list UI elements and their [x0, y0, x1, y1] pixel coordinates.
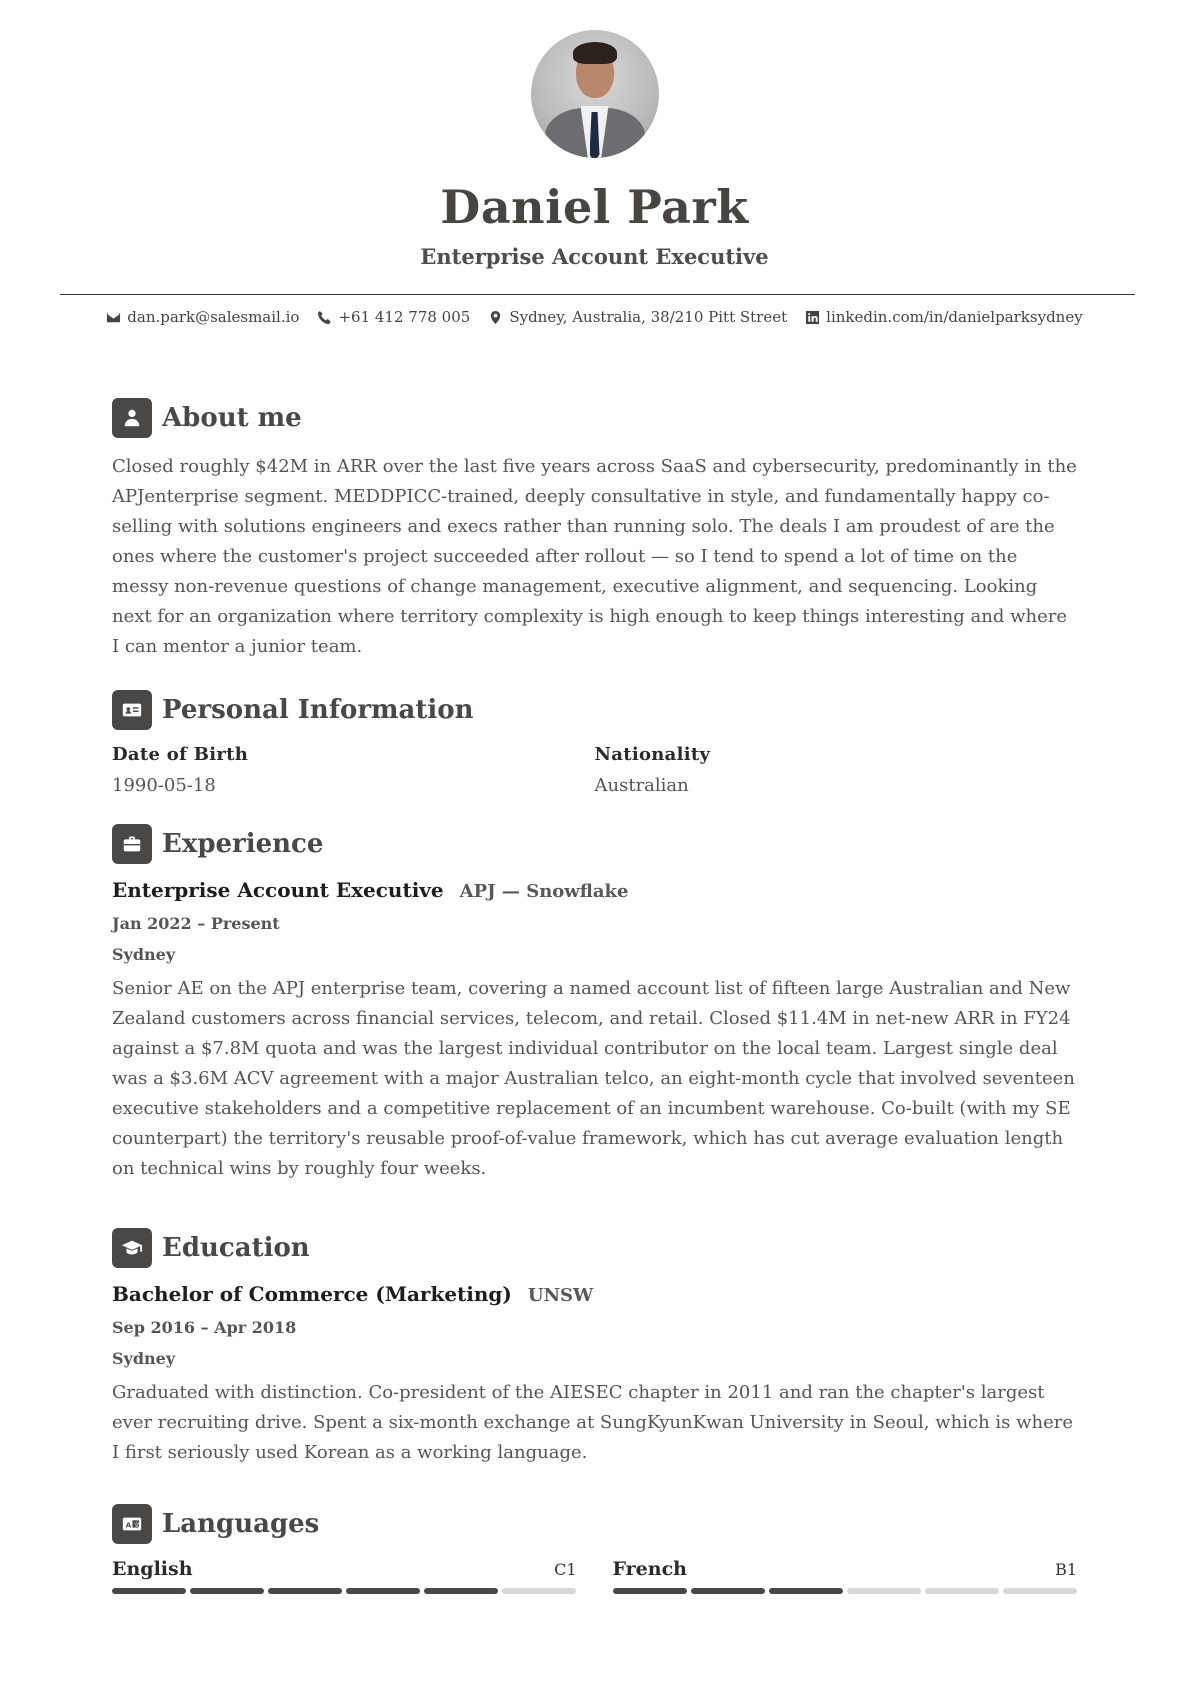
- linkedin-icon: [805, 310, 820, 325]
- location-pin-icon: [488, 310, 503, 325]
- job-location: Sydney: [112, 945, 176, 964]
- contact-phone-text: +61 412 778 005: [338, 308, 471, 326]
- briefcase-icon: [112, 824, 152, 864]
- candidate-role: Enterprise Account Executive: [420, 244, 769, 269]
- dob-value: 1990-05-18: [112, 775, 216, 796]
- contact-linkedin-text: linkedin.com/in/danielparksydney: [826, 308, 1083, 326]
- language-level: C1: [554, 1560, 577, 1579]
- about-title: About me: [162, 403, 302, 433]
- personal-info-title: Personal Information: [162, 695, 474, 725]
- dob-label: Date of Birth: [112, 744, 249, 765]
- contact-address: [488, 308, 787, 326]
- contact-email-text: dan.park@salesmail.io: [127, 308, 300, 326]
- experience-section: [112, 824, 1077, 1184]
- job-title: Enterprise Account Executive: [112, 878, 444, 902]
- proficiency-segment: [691, 1588, 765, 1594]
- language-item: [613, 1558, 1078, 1594]
- about-text: Closed roughly $42M in ARR over the last five years across SaaS and cybersecurity, predominantly in the APJenterprise segment. MEDDPICC-trained, deeply consultative in style, and fundamentally happy co-selling with solutions engineers and execs rather than running solo. The deals I am proudest of are the ones where the customer's project succeeded after rollout — so I tend to spend a lot of time on the messy non-revenue questions of change management, executive alignment, and sequencing. Looking next for an organization where territory complexity is high enough to keep things interesting and where I can mentor a junior team.: [112, 456, 1077, 657]
- contact-phone[interactable]: [317, 308, 470, 326]
- translate-icon: [112, 1504, 152, 1544]
- contact-linkedin[interactable]: [805, 308, 1083, 326]
- job-description: Senior AE on the APJ enterprise team, covering a named account list of fifteen large Australian and New Zealand customers across financial services, telecom, and retail. Closed $11.4M in net-new ARR in FY24 against a $7.8M quota and was the largest individual contributor on the local team. Largest single deal was a $3.6M ACV agreement with a major Australian telco, an eight-month cycle that involved seventeen executive stakeholders and a competitive replacement of an incumbent warehouse. Co-built (with my SE counterpart) the territory's reusable proof-of-value framework, which has cut average evaluation length on technical wins by roughly four weeks.: [112, 978, 1075, 1179]
- about-section: [112, 398, 1077, 662]
- language-list: [112, 1558, 1077, 1594]
- proficiency-segment: [268, 1588, 342, 1594]
- personal-info-section: [112, 690, 1077, 796]
- nationality-label: Nationality: [594, 744, 711, 765]
- resume-body: [112, 398, 1077, 1622]
- language-name: French: [612, 1558, 687, 1580]
- contact-bar: [0, 308, 1189, 326]
- resume-header: [0, 0, 1189, 269]
- proficiency-segment: [1003, 1588, 1077, 1594]
- education-description: Graduated with distinction. Co-president of the AIESEC chapter in 2011 and ran the chapter's largest ever recruiting drive. Spent a six-month exchange at SungKyunKwan University in Seoul, which is where I first seriously used Korean as a working language.: [112, 1382, 1074, 1463]
- proficiency-segment: [613, 1588, 687, 1594]
- languages-title: Languages: [162, 1509, 320, 1539]
- language-proficiency-bars: [613, 1588, 1078, 1594]
- nationality-value: Australian: [594, 775, 689, 796]
- proficiency-segment: [769, 1588, 843, 1594]
- languages-section: [112, 1504, 1077, 1594]
- phone-icon: [317, 310, 332, 325]
- proficiency-segment: [190, 1588, 264, 1594]
- education-section: [112, 1228, 1077, 1468]
- contact-address-text: Sydney, Australia, 38/210 Pitt Street: [509, 308, 788, 326]
- svg-text:A: A: [125, 1520, 132, 1530]
- proficiency-segment: [112, 1588, 186, 1594]
- person-icon: [112, 398, 152, 438]
- experience-title: Experience: [162, 829, 324, 859]
- education-location: Sydney: [112, 1349, 176, 1368]
- header-divider: [60, 294, 1135, 295]
- proficiency-segment: [925, 1588, 999, 1594]
- svg-text:文: 文: [133, 1520, 140, 1529]
- job-dates: Jan 2022 – Present: [112, 914, 280, 933]
- proficiency-segment: [502, 1588, 576, 1594]
- candidate-name: Daniel Park: [440, 180, 749, 234]
- id-card-icon: [112, 690, 152, 730]
- language-proficiency-bars: [112, 1588, 577, 1594]
- job-company: APJ — Snowflake: [459, 881, 629, 902]
- envelope-icon: [106, 310, 121, 325]
- proficiency-segment: [346, 1588, 420, 1594]
- language-level: B1: [1055, 1560, 1077, 1579]
- language-item: [112, 1558, 577, 1594]
- language-name: English: [112, 1558, 193, 1580]
- education-dates: Sep 2016 – Apr 2018: [112, 1318, 297, 1337]
- graduation-cap-icon: [112, 1228, 152, 1268]
- education-title: Education: [162, 1233, 310, 1263]
- profile-photo: [531, 30, 659, 158]
- contact-email[interactable]: [106, 308, 299, 326]
- proficiency-segment: [424, 1588, 498, 1594]
- proficiency-segment: [847, 1588, 921, 1594]
- school-name: UNSW: [527, 1285, 594, 1306]
- degree-title: Bachelor of Commerce (Marketing): [112, 1282, 512, 1306]
